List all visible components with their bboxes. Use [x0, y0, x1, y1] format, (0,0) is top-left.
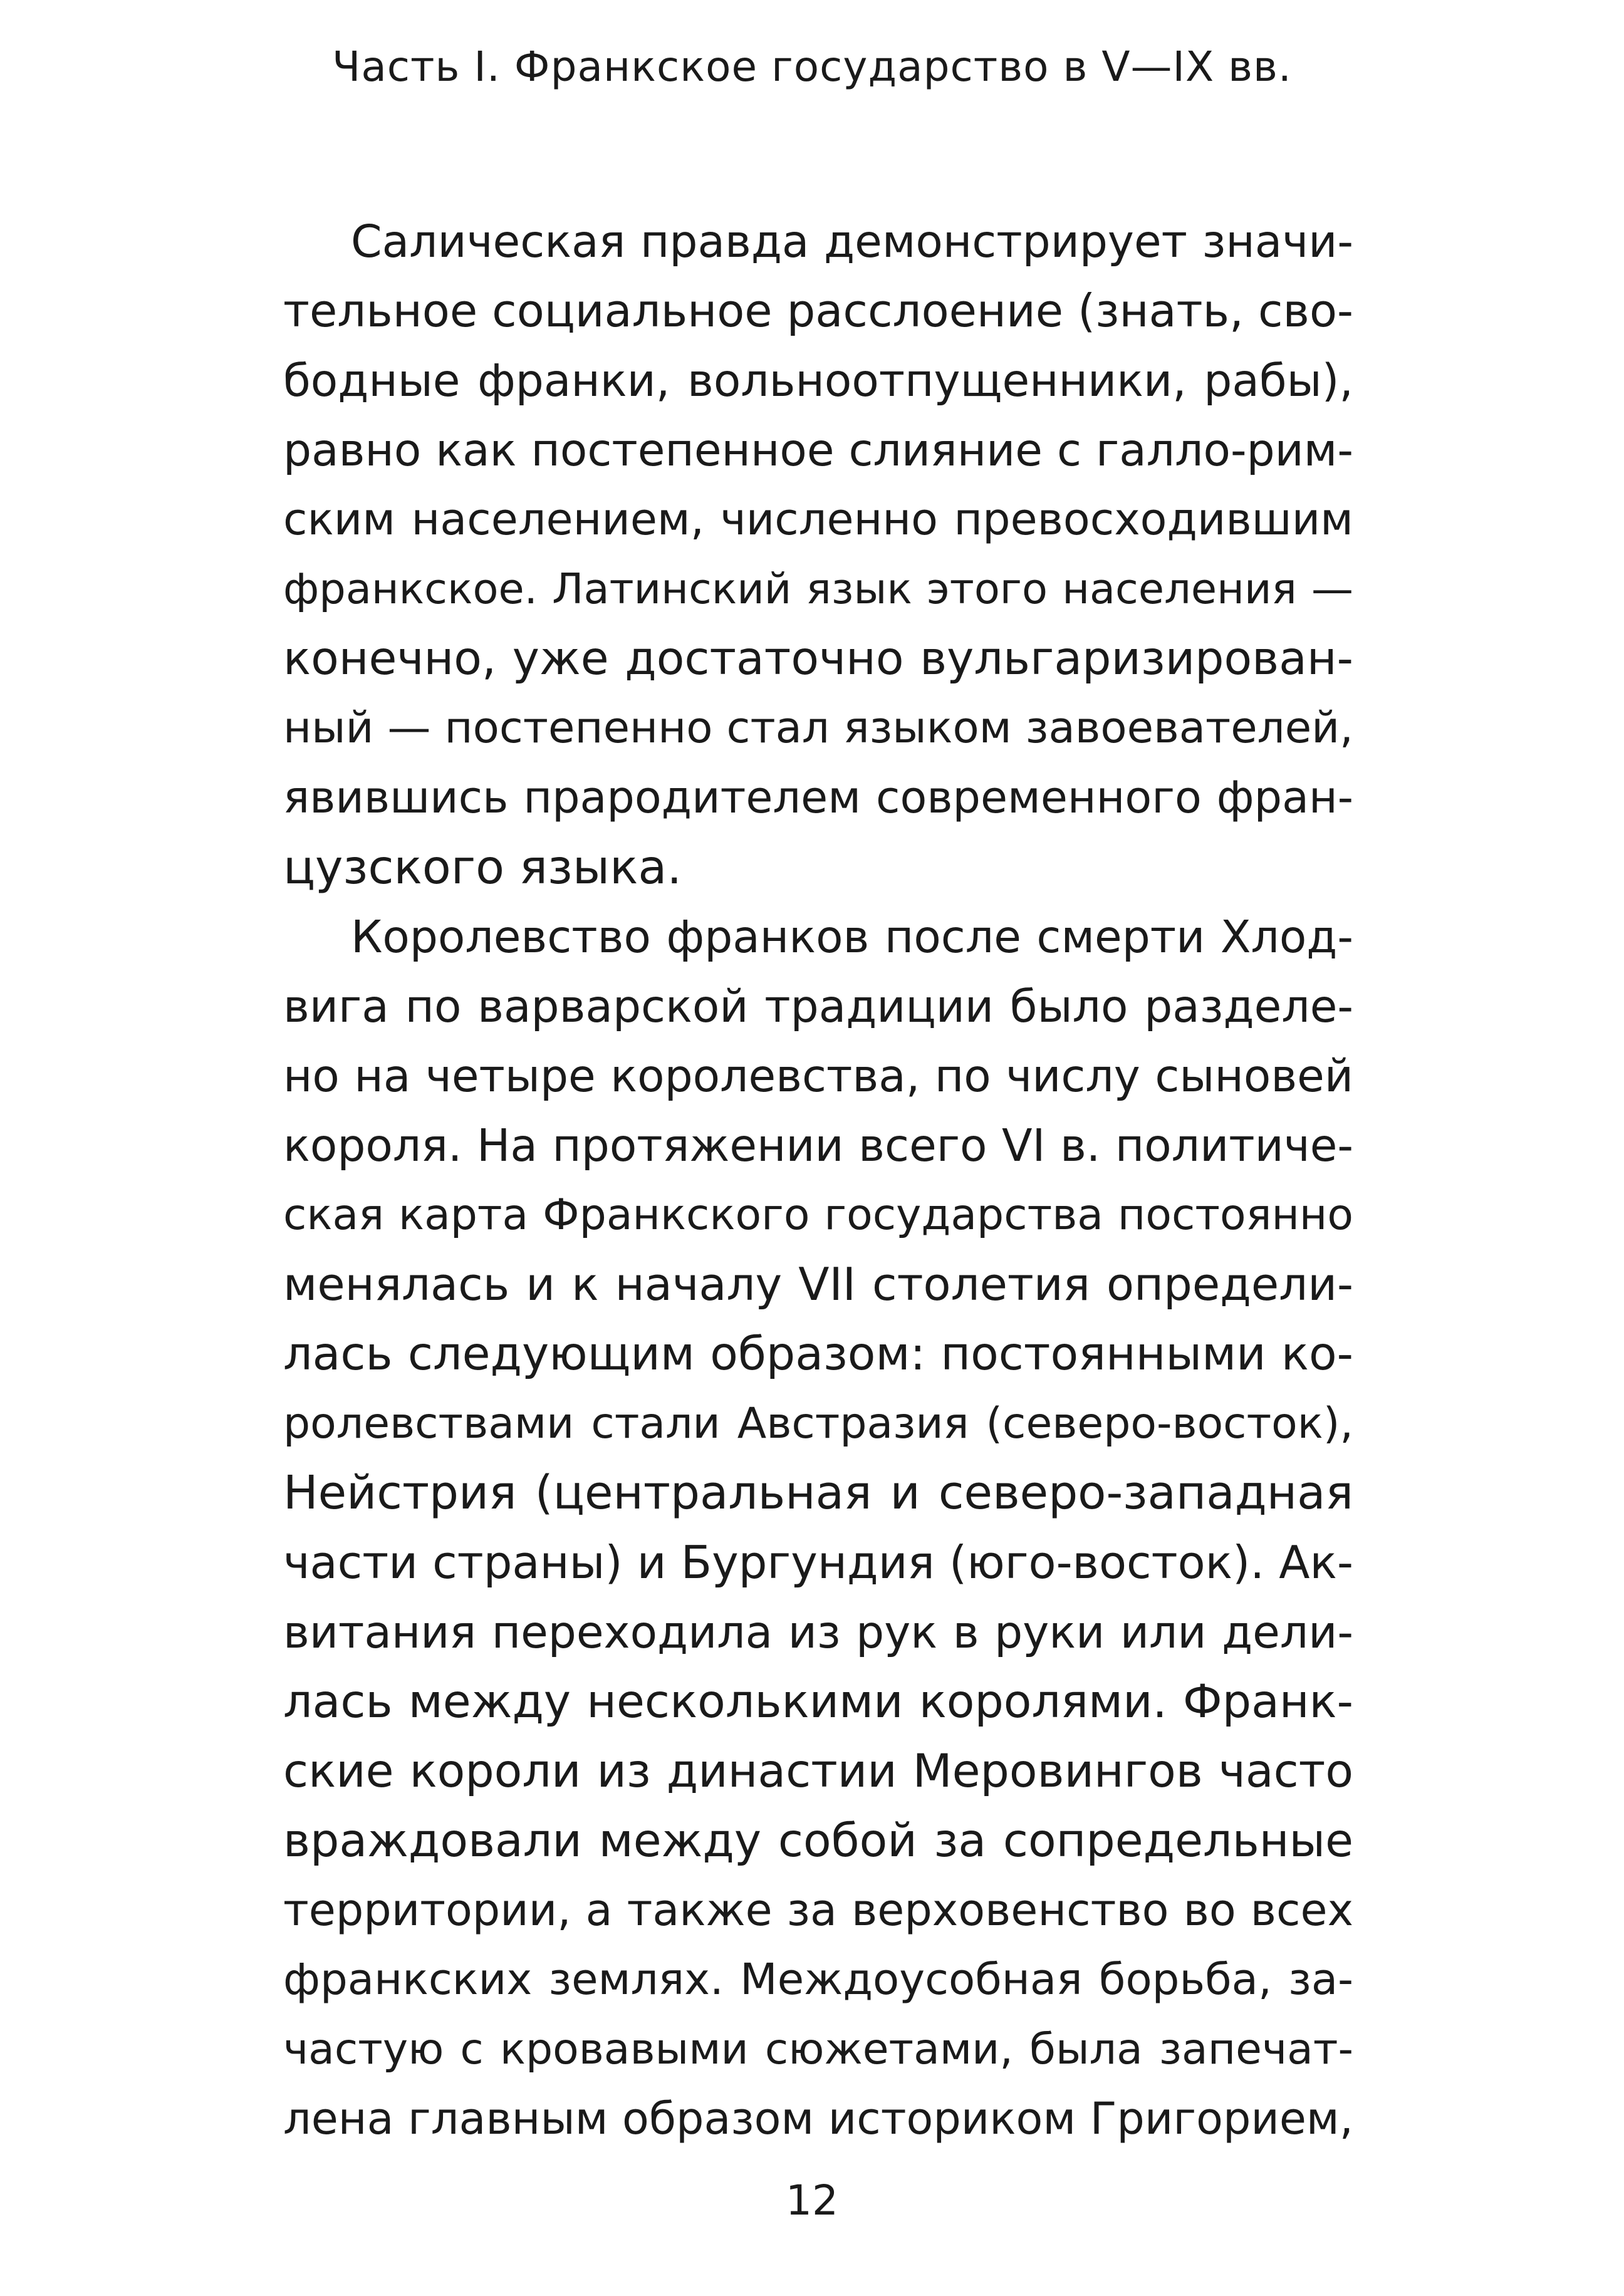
- text-line: ская карта Франкского государства постоянно: [283, 1190, 1353, 1240]
- text-line: но на четыре королевства, по числу сыновей: [283, 1050, 1353, 1102]
- text-line: лась между несколькими королями. Франк-: [283, 1675, 1353, 1728]
- text-line: ские короли из династии Меровингов часто: [283, 1745, 1353, 1798]
- text-line: менялась и к началу VII столетия определи-: [283, 1258, 1353, 1311]
- text-line: витания переходила из рук в руки или дели-: [283, 1606, 1353, 1658]
- paragraph: [283, 207, 1353, 902]
- text-line: равно как постепенное слияние с галло-рим-: [283, 424, 1353, 476]
- text-line: лась следующим образом: постоянными ко-: [283, 1327, 1353, 1381]
- text-line: части страны) и Бургундия (юго-восток). Ак-: [283, 1536, 1353, 1589]
- text-line: франкское. Латинский язык этого населения —: [283, 564, 1353, 613]
- text-line: цузского языка.: [283, 839, 682, 895]
- text-line: враждовали между собой за сопредельные: [283, 1814, 1353, 1867]
- text-line: вига по варварской традиции было разделе-: [283, 980, 1353, 1032]
- text-line: территории, а также за верховенство во всех: [283, 1884, 1353, 1936]
- text-line: бодные франки, вольноотпущенники, рабы),: [283, 355, 1353, 407]
- page-number: 12: [786, 2176, 838, 2225]
- paragraph: [283, 902, 1353, 2154]
- text-line: конечно, уже достаточно вульгаризирован-: [283, 632, 1353, 685]
- text-line: явившись прародителем современного фран-: [283, 772, 1353, 823]
- text-line: Салическая правда демонстрирует значи-: [351, 216, 1353, 268]
- text-line: ный — постепенно стал языком завоевателей,: [283, 703, 1353, 753]
- text-line: лена главным образом историком Григорием,: [283, 2093, 1353, 2144]
- running-head: Часть I. Франкское государство в V—IX вв.: [332, 43, 1292, 91]
- text-line: ским населением, численно превосходившим: [283, 494, 1353, 545]
- text-line: Королевство франков после смерти Хлод-: [351, 911, 1353, 963]
- text-line: частую с кровавыми сюжетами, была запечат-: [283, 2025, 1353, 2074]
- text-line: короля. На протяжении всего VI в. политиче-: [283, 1119, 1353, 1171]
- text-line: Нейстрия (центральная и северо-западная: [283, 1466, 1353, 1520]
- body-text: [283, 207, 1353, 2154]
- text-line: тельное социальное расслоение (знать, сво-: [283, 284, 1353, 337]
- text-line: ролевствами стали Австразия (северо-восток),: [283, 1399, 1353, 1448]
- text-line: франкских землях. Междоусобная борьба, за-: [283, 1955, 1353, 2005]
